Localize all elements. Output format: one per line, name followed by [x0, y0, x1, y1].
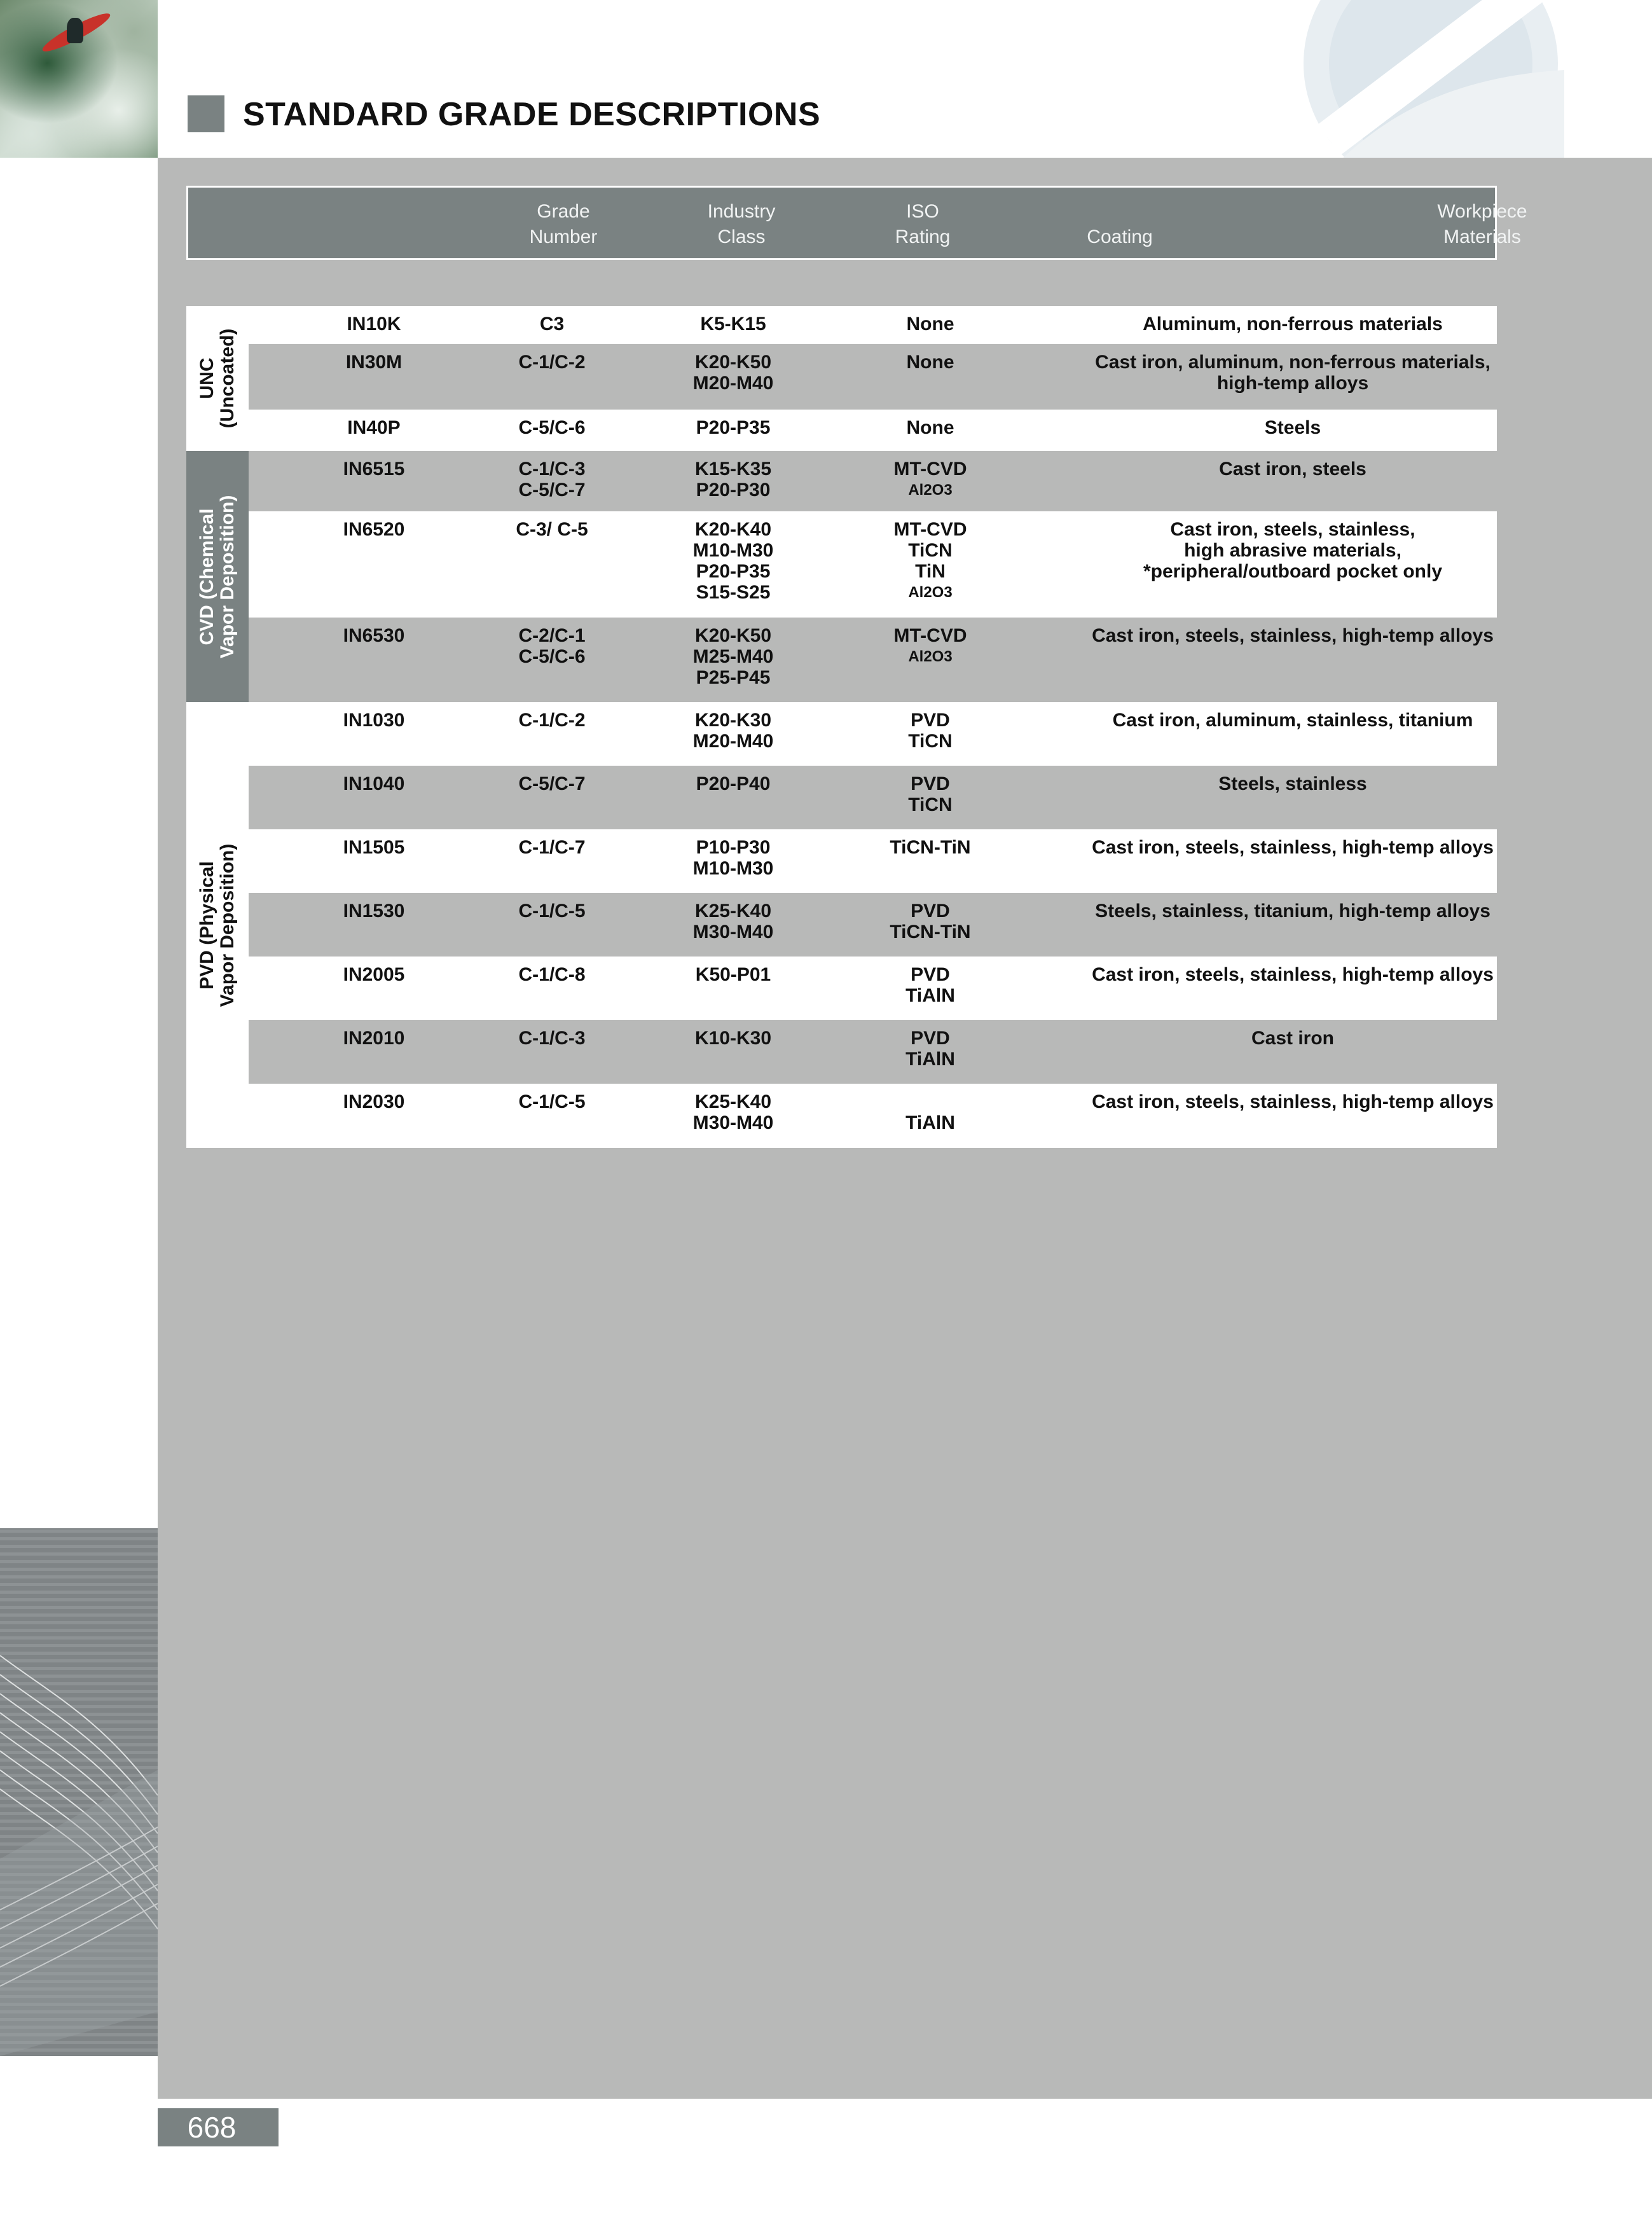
- cell-coating: [813, 417, 1048, 438]
- cell-materials: [1073, 1028, 1512, 1049]
- cell-text: P10-P30: [696, 837, 771, 858]
- left-decorative-pattern: [0, 1528, 158, 2056]
- cell-materials: [1073, 625, 1512, 646]
- cell-text: P20-P40: [696, 773, 771, 794]
- decorative-circle-logo: [1297, 0, 1564, 158]
- cell-materials: [1073, 901, 1512, 922]
- cell-text: P25-P45: [696, 667, 771, 688]
- cell-text: C-2/C-1: [518, 625, 586, 646]
- cell-text: C-5/C-7: [518, 773, 586, 794]
- header-coating: [1002, 199, 1237, 250]
- table-row: [249, 766, 1497, 829]
- cell-text: PVD: [911, 1028, 950, 1049]
- header-workpiece-materials: [1263, 199, 1652, 250]
- cell-text: *peripheral/outboard pocket only: [1143, 561, 1443, 582]
- cell-materials: [1073, 773, 1512, 794]
- cell-coating: [813, 352, 1048, 373]
- cell-text: C-1/C-7: [518, 837, 586, 858]
- cell-text: C-1/C-2: [518, 352, 586, 373]
- table-row: [249, 410, 1497, 451]
- cell-text: K50-P01: [695, 964, 771, 985]
- cell-text: C-3/ C-5: [516, 519, 588, 540]
- cell-text: TiCN: [908, 731, 953, 752]
- header-text: [1002, 199, 1237, 224]
- group-label: [197, 495, 238, 658]
- cell-materials: [1073, 1091, 1512, 1112]
- cell-text: K20-K50: [694, 625, 772, 646]
- cell-text: high-temp alloys: [1216, 373, 1369, 394]
- cell-text: Steels: [1264, 417, 1321, 438]
- cell-text: P20-P30: [696, 480, 771, 501]
- header-text: Coating: [1087, 226, 1153, 247]
- cell-text: Steels, stainless: [1218, 773, 1367, 794]
- cell-text: K20-K50: [694, 352, 772, 373]
- group-label-line: Vapor Deposition): [217, 495, 238, 658]
- table-row: [249, 618, 1497, 702]
- cell-text: None: [906, 352, 954, 373]
- group-label: [197, 329, 238, 429]
- cell-text: IN2030: [343, 1091, 405, 1112]
- table-row: [249, 1020, 1497, 1084]
- cell-text: None: [906, 314, 954, 335]
- kayaker-shape: [67, 18, 83, 43]
- cell-text: [813, 1091, 1048, 1112]
- cell-text: Cast iron, steels, stainless, high-temp alloys: [1092, 1091, 1494, 1112]
- cell-text: IN6520: [343, 519, 405, 540]
- cell-coating: [813, 459, 1048, 501]
- cell-text: C-5/C-7: [518, 480, 586, 501]
- cell-text: MT-CVD: [893, 519, 967, 540]
- cell-materials: [1073, 710, 1512, 731]
- cell-materials: [1073, 964, 1512, 985]
- table-row: [249, 893, 1497, 957]
- cell-text: K10-K30: [694, 1028, 772, 1049]
- cell-text: P20-P35: [696, 417, 771, 438]
- cell-coating: [813, 773, 1048, 815]
- cell-text: S15-S25: [696, 582, 771, 603]
- grade-table: [186, 306, 1497, 1148]
- cell-coating: [813, 1028, 1048, 1070]
- cell-text: C-1/C-3: [518, 459, 586, 480]
- group-label-line: PVD (Physical: [196, 860, 217, 990]
- header-text: Class: [717, 226, 766, 247]
- cell-text: C-5/C-6: [518, 417, 586, 438]
- group-label-line: UNC: [196, 357, 217, 399]
- cell-text: TiCN: [908, 540, 953, 561]
- cell-materials: [1073, 519, 1512, 582]
- cell-text: MT-CVD: [893, 459, 967, 480]
- cell-coating: [813, 837, 1048, 858]
- cell-text: K25-K40: [694, 901, 772, 922]
- cell-text: P20-P35: [696, 561, 771, 582]
- cell-text: K20-K30: [694, 710, 772, 731]
- cell-materials: [1073, 314, 1512, 335]
- cell-text: C-1/C-2: [518, 710, 586, 731]
- cell-text: M20-M40: [692, 731, 774, 752]
- cell-text: Cast iron, steels, stainless, high-temp alloys: [1092, 625, 1494, 646]
- left-margin: [0, 158, 158, 1528]
- table-row: [249, 451, 1497, 511]
- cell-text: C-5/C-6: [518, 646, 586, 667]
- header-text: Workpiece: [1437, 201, 1527, 222]
- cell-text: None: [906, 417, 954, 438]
- table-row: [249, 1084, 1497, 1148]
- cell-text: IN1505: [343, 837, 405, 858]
- cell-text: IN2005: [343, 964, 405, 985]
- title-marker: [188, 95, 224, 132]
- cell-text: C-1/C-5: [518, 901, 586, 922]
- cell-text: Steels, stainless, titanium, high-temp alloys: [1095, 901, 1490, 922]
- cell-text: IN1040: [343, 773, 405, 794]
- cell-text: Cast iron, aluminum, stainless, titanium: [1112, 710, 1473, 731]
- table-header: [186, 186, 1527, 260]
- cell-text: IN1530: [343, 901, 405, 922]
- page-title: STANDARD GRADE DESCRIPTIONS: [243, 96, 821, 133]
- cell-text: M10-M30: [692, 540, 774, 561]
- cell-text: TiCN: [908, 794, 953, 815]
- cell-text: IN6530: [343, 625, 405, 646]
- cell-text: C-1/C-5: [518, 1091, 586, 1112]
- cell-materials: [1073, 417, 1512, 438]
- header-text: Number: [529, 226, 598, 247]
- cell-materials: [1073, 837, 1512, 858]
- cell-text: high abrasive materials,: [1184, 540, 1401, 561]
- cell-coating: [813, 519, 1048, 603]
- cell-text: Aluminum, non-ferrous materials: [1143, 314, 1443, 335]
- group-cvd: [186, 451, 249, 702]
- cell-text: K5-K15: [700, 314, 766, 335]
- header-text: Rating: [895, 226, 951, 247]
- cell-coating: [813, 314, 1048, 335]
- group-label-line: (Uncoated): [217, 328, 238, 429]
- cell-text: Al2O3: [908, 648, 953, 665]
- cell-text: Al2O3: [908, 584, 953, 601]
- cell-text: K20-K40: [694, 519, 772, 540]
- cell-text: Al2O3: [908, 481, 953, 499]
- header-photo: [0, 0, 158, 158]
- cell-coating: [813, 1091, 1048, 1133]
- cell-text: M20-M40: [692, 373, 774, 394]
- cell-text: TiAlN: [905, 1049, 955, 1070]
- cell-text: M10-M30: [692, 858, 774, 879]
- group-unc: [186, 306, 249, 451]
- cell-text: C3: [539, 314, 565, 335]
- cell-text: M30-M40: [692, 1112, 774, 1133]
- cell-text: TiAlN: [905, 1112, 955, 1133]
- cell-text: Cast iron, aluminum, non-ferrous materials,: [1095, 352, 1490, 373]
- cell-materials: [1073, 459, 1512, 480]
- cell-text: C-1/C-3: [518, 1028, 586, 1049]
- cell-text: C-1/C-8: [518, 964, 586, 985]
- table-row: [249, 829, 1497, 893]
- cell-text: IN2010: [343, 1028, 405, 1049]
- header-text: ISO: [906, 201, 939, 222]
- cell-text: M25-M40: [692, 646, 774, 667]
- group-label: [197, 843, 238, 1007]
- cell-text: PVD: [911, 901, 950, 922]
- header-text: Industry: [707, 201, 776, 222]
- cell-text: Cast iron, steels, stainless, high-temp alloys: [1092, 837, 1494, 858]
- cell-text: IN1030: [343, 710, 405, 731]
- cell-text: TiCN-TiN: [890, 837, 971, 858]
- group-label-line: Vapor Deposition): [217, 843, 238, 1007]
- table-row: [249, 306, 1497, 344]
- wave-lines-graphic: [0, 1528, 158, 2056]
- page-number: 668: [187, 2111, 237, 2144]
- cell-text: MT-CVD: [893, 625, 967, 646]
- table-row: [249, 702, 1497, 766]
- cell-text: IN10K: [347, 314, 401, 335]
- circle-logo-graphic: [1297, 0, 1564, 158]
- header-text: Grade: [537, 201, 590, 222]
- cell-text: Cast iron, steels, stainless, high-temp alloys: [1092, 964, 1494, 985]
- cell-coating: [813, 625, 1048, 667]
- cell-text: IN40P: [347, 417, 401, 438]
- cell-text: K25-K40: [694, 1091, 772, 1112]
- cell-text: PVD: [911, 710, 950, 731]
- header-text: Materials: [1443, 226, 1521, 247]
- cell-text: TiAlN: [905, 985, 955, 1006]
- cell-text: K15-K35: [694, 459, 772, 480]
- cell-text: Cast iron, steels, stainless,: [1170, 519, 1415, 540]
- group-label-line: CVD (Chemical: [196, 508, 217, 646]
- cell-text: PVD: [911, 964, 950, 985]
- group-pvd: [186, 702, 249, 1148]
- cell-materials: [1073, 352, 1512, 394]
- cell-text: Cast iron: [1251, 1028, 1335, 1049]
- cell-text: PVD: [911, 773, 950, 794]
- cell-text: Cast iron, steels: [1219, 459, 1366, 480]
- cell-text: IN30M: [345, 352, 403, 373]
- cell-text: IN6515: [343, 459, 405, 480]
- cell-text: TiCN-TiN: [890, 922, 971, 943]
- table-row: [249, 344, 1497, 410]
- table-row: [249, 957, 1497, 1020]
- cell-text: TiN: [915, 561, 946, 582]
- cell-coating: [813, 710, 1048, 752]
- cell-text: M30-M40: [692, 922, 774, 943]
- cell-coating: [813, 901, 1048, 943]
- cell-coating: [813, 964, 1048, 1006]
- table-row: [249, 511, 1497, 618]
